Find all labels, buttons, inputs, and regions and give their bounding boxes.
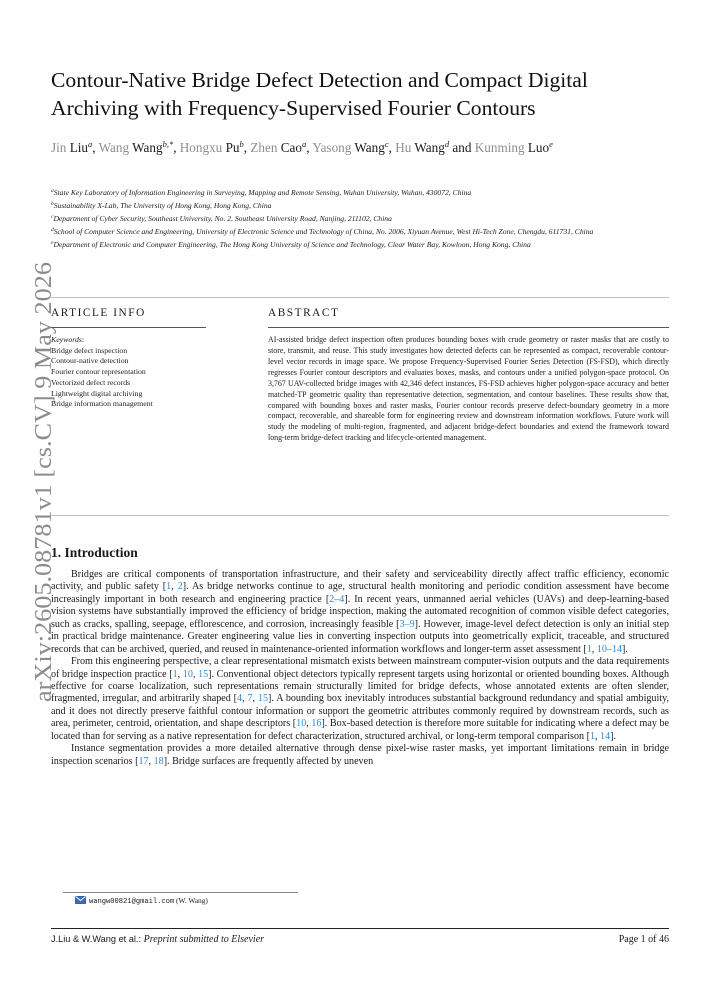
body-text: , (148, 755, 154, 767)
footer-status: Preprint submitted to Elsevier (143, 934, 265, 945)
body-text: ]. Box-based detection is therefore more suitable for indicating where a defect may be located than for serving as a native representation for defect characterization, structured archival, or long-term temporal comparison [ (51, 718, 670, 742)
citation-link[interactable]: 1 (586, 643, 592, 655)
body-paragraph (51, 743, 669, 768)
envelope-icon (75, 896, 86, 906)
footnote-author-note: (W. Wang) (176, 896, 208, 905)
affiliation-text: School of Computer Science and Engineering, University of Electronic Science and Technology of China, No. 2006, Xiyuan Avenue, West Hi-Tech Zone, Chengdu, 611731, China (53, 227, 594, 236)
affiliation-marker: d (51, 227, 54, 233)
author-name (395, 140, 449, 155)
corresponding-author-footnote (75, 896, 208, 906)
affiliation-line (51, 186, 676, 198)
author-first-name: Hu (395, 140, 412, 155)
affiliation-line (51, 238, 676, 250)
body-paragraph (51, 656, 669, 743)
author-affiliation-marker: b,* (162, 139, 174, 149)
body-text: From this engineering perspective, a clear representational mismatch exists between mainstream computer-vision outputs and the data requirements of bridge inspection practice [ (51, 656, 669, 680)
affiliation-line (51, 199, 676, 211)
citation-link[interactable]: 7 (247, 693, 253, 705)
keywords-block: Keywords: Bridge defect inspection Contour-native detection Fourier contour representation Vectorized defect records Lightweight digital archiving Bridge information management (51, 335, 211, 410)
affiliation-list (51, 186, 676, 251)
author-last-name: Cao (280, 140, 303, 155)
author-list (51, 136, 651, 157)
author-affiliation-marker: e (549, 139, 553, 149)
body-text: Instance segmentation provides a more detailed alternative through dense pixel-wise raster masks, yet important limitations remain in bridge inspection scenarios [ (51, 743, 669, 767)
citation-link[interactable]: 1 (172, 668, 178, 680)
body-text: ]. However, image-level defect detection is only an initial step in practical bridge maintenance. Greater engineering value lies in converting inspection outputs into geometrically explicit, traceable, and structured records that can be archived, queried, and reused in maintenance-oriented information workflows and longer-term asset assessment [ (51, 618, 670, 655)
article-info-divider (51, 327, 206, 328)
introduction-heading: 1. Introduction (51, 545, 138, 560)
abstract-text: AI-assisted bridge defect inspection often produces bounding boxes with crude geometry or raster masks that are costly to store, transmit, and reuse. This study investigates how detected defects can be represented as compact, recoverable contour-level vector records in image space. We propose Frequency-Supervised Fourier Series Detection (FS-FSD), which directly regresses Fourier contour descriptors and evaluates boxes, masks, and contours under a unified polygon-space protocol. On 3,767 UAV-collected bridge images with 42,346 defect instances, FS-FSD achieves higher polygon-space accuracy and better matched-TP geometric quality than representative detection, segmentation, and contour baselines. These results show that, compared with bounding boxes and raster masks, Fourier contour records preserve defect-boundary geometry in a more compact, recoverable, and shareable form for engineering review and downstream information workflows. Future work will study the modeling of multi-region, fragmented, and adjacent bridge-defect boundaries and extend the framework toward long-term bridge-defect tracking and lifecycle-oriented management. (268, 335, 669, 443)
citation-link[interactable]: 17 (138, 755, 149, 767)
body-text: , (306, 718, 312, 730)
author-first-name: Zhen (250, 140, 278, 155)
body-text: Bridges are critical components of transportation infrastructure, and their safety and serviceability directly affect traffic efficiency, economic activity, and public safety [ (51, 569, 669, 593)
affiliation-line (51, 225, 676, 237)
keyword-item: Contour-native detection (51, 356, 129, 366)
citation-link[interactable]: 1 (166, 581, 172, 593)
keyword-list (51, 346, 211, 410)
affiliation-marker: e (51, 240, 54, 246)
body-text: ]. (622, 643, 628, 655)
citation-link[interactable]: 2–4 (329, 593, 345, 605)
body-paragraph (51, 569, 669, 656)
affiliation-text: Department of Electronic and Computer Engineering, The Hong Kong University of Science and Technology, Clear Water Bay, Kowloon, Hong Kong, China (53, 240, 531, 249)
author-name (180, 140, 244, 155)
author-first-name: Kunming (474, 140, 525, 155)
author-affiliation-marker: b (239, 139, 244, 149)
abstract-heading: ABSTRACT (268, 307, 340, 319)
keyword-item: Fourier contour representation (51, 367, 146, 377)
citation-link[interactable]: 10 (182, 668, 193, 680)
author-separator: , (243, 140, 251, 155)
body-text: , (171, 581, 178, 593)
paper-title: Contour-Native Bridge Defect Detection and Compact Digital Archiving with Frequency-Supervised Fourier Contours (51, 68, 588, 120)
affiliation-text: State Key Laboratory of Information Engineering in Surveying, Mapping and Remote Sensing, Wuhan University, Wuhan, 430072, China (53, 188, 472, 197)
affiliation-text: Department of Cyber Security, Southeast University, No. 2, Southeast University Road, Nanjing, 211102, China (53, 214, 392, 223)
author-name (312, 140, 388, 155)
body-text: , (595, 730, 601, 742)
body-text: , (242, 693, 248, 705)
body-text: , (192, 668, 199, 680)
author-name (51, 140, 92, 155)
author-last-name: Liu (69, 140, 89, 155)
body-text: , (591, 643, 597, 655)
body-text: ]. A bounding box inevitably introduces substantial background redundancy and spatial ambiguity, and it does not directly preserve faithful contour information or support the geometric attributes commonly required by downstream records, such as area, perimeter, centroid, orientation, and shape descriptors [ (51, 693, 669, 730)
arxiv-identifier-text: arXiv:2605.08781v1 [cs.CV] 9 May 2026 (30, 290, 57, 702)
author-separator: , (92, 140, 99, 155)
author-name (99, 140, 174, 155)
body-text: ]. As bridge networks continue to age, structural health monitoring and periodic condition assessment have become increasingly important in both research and engineering practice [ (51, 581, 670, 605)
author-separator: and (449, 140, 475, 155)
author-email-link[interactable]: wangw00821@gmail.com (89, 898, 175, 906)
article-info-heading: ARTICLE INFO (51, 307, 146, 319)
keywords-label: Keywords (51, 335, 82, 344)
header-divider (51, 297, 669, 298)
keyword-item: Lightweight digital archiving (51, 388, 143, 398)
citation-link[interactable]: 1 (589, 730, 595, 742)
footer-left (51, 934, 264, 945)
keyword-item: Bridge information management (51, 399, 153, 409)
author-first-name: Yasong (312, 140, 352, 155)
author-last-name: Wang (414, 140, 445, 155)
footnote-divider (63, 892, 298, 893)
author-affiliation-marker: c (384, 139, 389, 149)
author-name (250, 140, 306, 155)
affiliation-marker: c (51, 214, 54, 220)
citation-link[interactable]: 16 (311, 718, 322, 730)
citation-link[interactable]: 15 (257, 693, 269, 705)
author-first-name: Hongxu (179, 140, 223, 155)
keyword-item: Bridge defect inspection (51, 345, 128, 355)
author-last-name: Wang (132, 140, 163, 155)
author-affiliation-marker: d (444, 139, 450, 149)
keyword-item: Vectorized defect records (51, 377, 131, 387)
author-first-name: Jin (51, 140, 67, 155)
footer-divider (51, 928, 669, 929)
introduction-body (51, 569, 669, 768)
author-separator: , (306, 140, 313, 155)
citation-link[interactable]: 3–9 (399, 618, 415, 630)
citation-link[interactable]: 14 (600, 730, 611, 742)
affiliation-marker: a (51, 188, 54, 194)
abstract-end-divider (51, 515, 669, 516)
page-number: Page 1 of 46 (618, 934, 669, 945)
abstract-divider (268, 327, 669, 328)
body-text: ]. (610, 730, 617, 742)
author-name (475, 140, 553, 155)
author-separator: , (173, 140, 180, 155)
author-first-name: Wang (98, 140, 130, 155)
body-text: ]. In recent years, unmanned aerial vehicles (UAVs) and deep-learning-based vision systems have substantially improved the efficiency of bridge inspection, making the automated recognition of common visible defect categories, such as cracks, spalling, seepage, efflorescence, and corrosion, increasingly feasible [ (51, 593, 669, 630)
body-text: ]. Conventional object detectors typically represent targets using horizontal or oriented bounding boxes. Although effective for coarse localization, such representations remain structurally limited for bridge defects, whose annotated extents are often slender, fragmented, irregular, and arbitrarily shaped [ (51, 668, 670, 705)
citation-link[interactable]: 18 (153, 755, 164, 767)
footer-authors: J.Liu & W.Wang et al.: (51, 934, 144, 944)
affiliation-line (51, 212, 676, 224)
affiliation-text: Sustainability X-Lab, The University of Hong Kong, Hong Kong, China (53, 201, 272, 210)
body-text: ]. Bridge surfaces are frequently affected by uneven (163, 755, 374, 767)
author-affiliation-marker: a (88, 139, 93, 149)
author-affiliation-marker: a (302, 139, 307, 149)
author-last-name: Pu (225, 140, 240, 155)
author-separator: , (388, 140, 396, 155)
citation-link[interactable]: 10 (296, 718, 307, 730)
citation-link[interactable]: 2 (177, 581, 183, 593)
author-last-name: Wang (354, 140, 385, 155)
citation-link[interactable]: 4 (237, 693, 243, 705)
body-text: , (177, 668, 183, 680)
affiliation-marker: b (51, 201, 54, 207)
body-text: , (252, 693, 258, 705)
citation-link[interactable]: 10–14 (596, 643, 623, 655)
author-last-name: Luo (527, 140, 550, 155)
citation-link[interactable]: 15 (198, 668, 209, 680)
